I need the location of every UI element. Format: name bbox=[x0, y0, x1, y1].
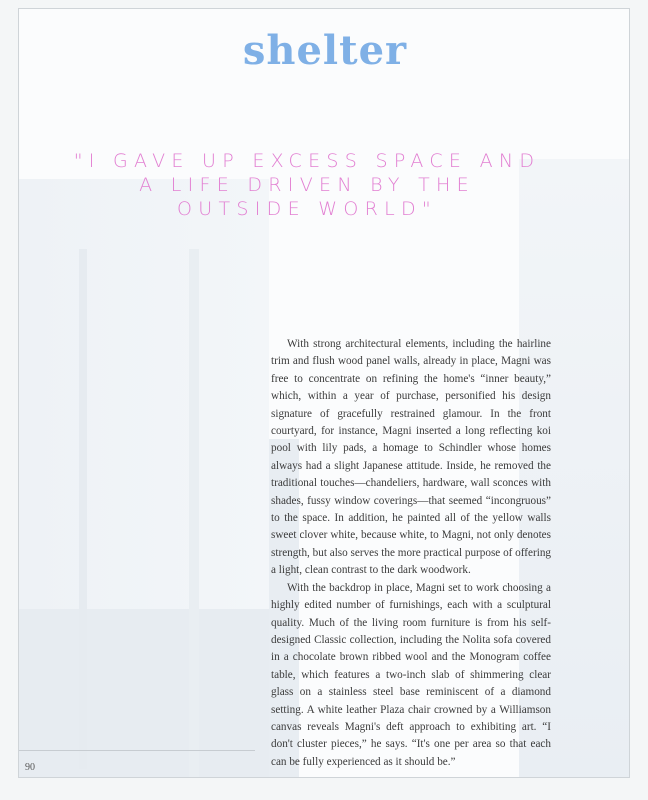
article-body bbox=[271, 336, 551, 771]
pull-quote-line: "I GAVE UP EXCESS SPACE AND bbox=[73, 150, 541, 172]
page-number: 90 bbox=[25, 762, 35, 773]
pull-quote-line: A LIFE DRIVEN BY THE bbox=[139, 174, 475, 196]
footer-rule bbox=[19, 750, 255, 751]
background-photo-pillar bbox=[79, 249, 87, 769]
background-photo-pillar bbox=[189, 249, 199, 778]
article-paragraph: With strong architectural elements, including the hairline trim and flush wood panel walls, already in place, Magni was free to concentrate on refining the home's “inner beauty,” which, within a year of purchase, personified his design signature of gracefully restrained glamour. In the front courtyard, for instance, Magni inserted a long reflecting koi pool with lily pads, a homage to Schindler whose homes always had a slight Japanese attitude. Inside, he removed the traditional touches—chandeliers, hardware, wall sconces with shades, fussy window coverings—that seemed “incongruous” to the space. In addition, he painted all of the yellow walls sweet clover white, because white, to Magni, not only denotes strength, but also serves the more practical purpose of offering a light, clean contrast to the dark woodwork. bbox=[271, 338, 552, 577]
section-title: shelter bbox=[242, 27, 408, 74]
pull-quote-line: OUTSIDE WORLD" bbox=[177, 198, 437, 220]
background-photo-floor bbox=[19, 609, 269, 778]
article-paragraph: With the backdrop in place, Magni set to work choosing a highly edited number of furnishings, each with a sculptural quality. Much of the living room furniture is from his self-designed Classic collection, including the Nolita sofa covered in a chocolate brown ribbed wool and the Monogram coffee table, which features a two-inch slab of shimmering clear glass on a stainless steel base reminiscent of a diamond setting. A white leather Plaza chair crowned by a Williamson canvas reveals Magni's deft approach to exhibiting art. “I don't cluster pieces,” he says. “It's one per area so that each can be fully experienced as it should be.” bbox=[271, 581, 551, 768]
magazine-page bbox=[18, 8, 630, 778]
pull-quote bbox=[19, 149, 595, 221]
